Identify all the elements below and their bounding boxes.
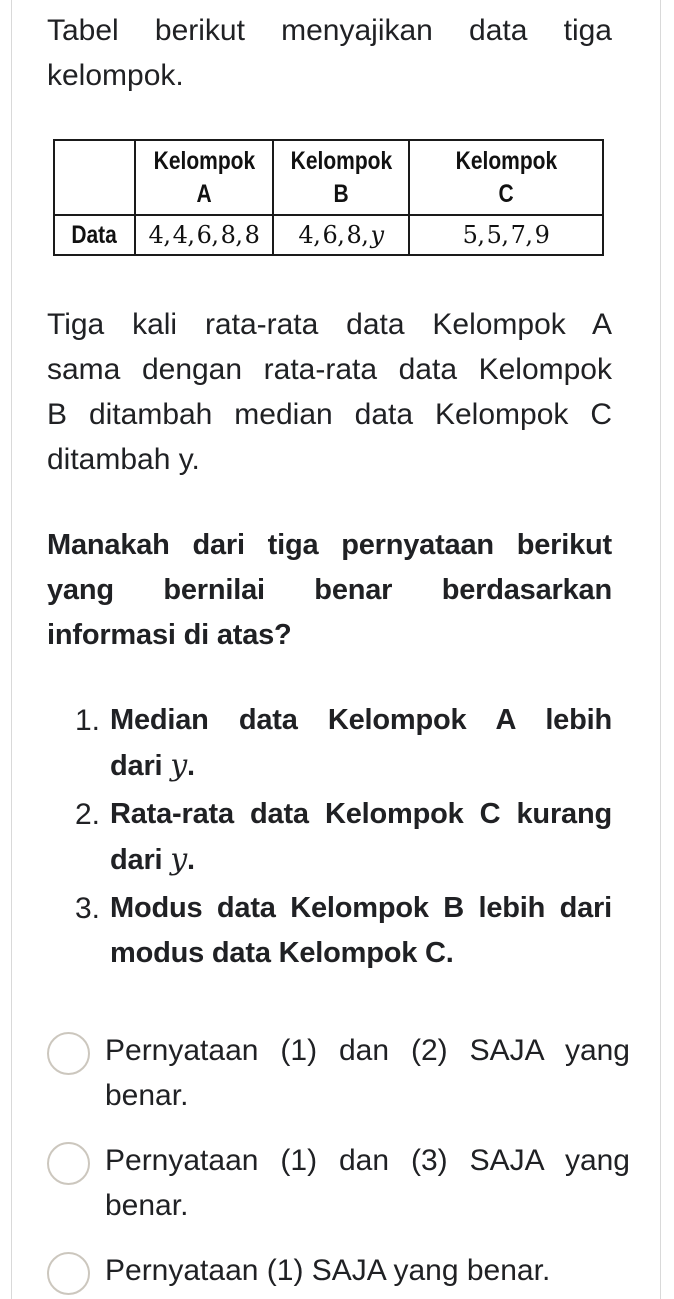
question-content xyxy=(12,0,660,1295)
intro-paragraph xyxy=(47,8,612,98)
statement-line: Median data Kelompok A lebih xyxy=(110,704,612,736)
table-header-kelompok-b: Kelompok B xyxy=(273,140,409,215)
table-cell-group-c: 5, 5, 7, 9 xyxy=(409,215,603,255)
question-panel xyxy=(11,0,661,1299)
paragraph-line: ditambah y. xyxy=(47,443,200,476)
option-label: Pernyataan (1) SAJA yang benar. xyxy=(105,1254,551,1287)
radio-button[interactable] xyxy=(47,1032,90,1075)
statement-line: dari y. xyxy=(110,748,195,783)
math-variable-y: y xyxy=(170,748,187,783)
answer-option-1[interactable] xyxy=(47,1028,630,1118)
radio-button[interactable] xyxy=(47,1142,90,1185)
table-header-row xyxy=(54,140,603,215)
table-corner-cell xyxy=(54,140,135,215)
statement-item-3 xyxy=(75,886,612,976)
statement-line: dari y. xyxy=(110,842,195,877)
table-header-kelompok-a: Kelompok A xyxy=(135,140,273,215)
math-variable-y: y xyxy=(170,842,187,877)
table-cell-group-a: 4, 4, 6, 8, 8 xyxy=(135,215,273,255)
statement-list xyxy=(47,698,612,976)
question-line: Manakah dari tiga pernyataan berikut xyxy=(47,529,612,561)
statement-item-2 xyxy=(75,792,612,882)
statement-line: Rata-rata data Kelompok C kurang xyxy=(110,798,612,830)
condition-paragraph xyxy=(47,302,612,482)
statement-number: 3. xyxy=(75,892,101,925)
table-cell-group-b: 4, 6, 8, y xyxy=(273,215,409,255)
data-table xyxy=(53,139,604,256)
radio-button[interactable] xyxy=(47,1252,90,1295)
data-table-wrapper xyxy=(47,139,612,256)
table-row-label: Data xyxy=(54,215,135,255)
table-data-row xyxy=(54,215,603,255)
table-header-kelompok-c: Kelompok C xyxy=(409,140,603,215)
paragraph-line: B ditambah median data Kelompok C xyxy=(47,398,612,431)
intro-line: Tabel berikut menyajikan data tiga xyxy=(47,14,612,47)
intro-line: kelompok. xyxy=(47,59,184,92)
question-line: yang bernilai benar berdasarkan xyxy=(47,574,612,606)
statement-number: 2. xyxy=(75,798,101,831)
statement-line: Modus data Kelompok B lebih dari xyxy=(110,892,612,924)
answer-options xyxy=(47,1028,630,1295)
option-label: Pernyataan (1) dan (2) SAJA yang benar. xyxy=(105,1034,630,1112)
paragraph-line: Tiga kali rata-rata data Kelompok A xyxy=(47,308,612,341)
answer-option-3[interactable] xyxy=(47,1248,630,1295)
question-text xyxy=(47,523,612,658)
statement-item-1 xyxy=(75,698,612,788)
question-line: informasi di atas? xyxy=(47,619,292,651)
paragraph-line: sama dengan rata-rata data Kelompok xyxy=(47,353,612,386)
statement-number: 1. xyxy=(75,704,101,737)
statement-line: modus data Kelompok C. xyxy=(110,937,454,969)
answer-option-2[interactable] xyxy=(47,1138,630,1228)
option-label: Pernyataan (1) dan (3) SAJA yang benar. xyxy=(105,1144,630,1222)
